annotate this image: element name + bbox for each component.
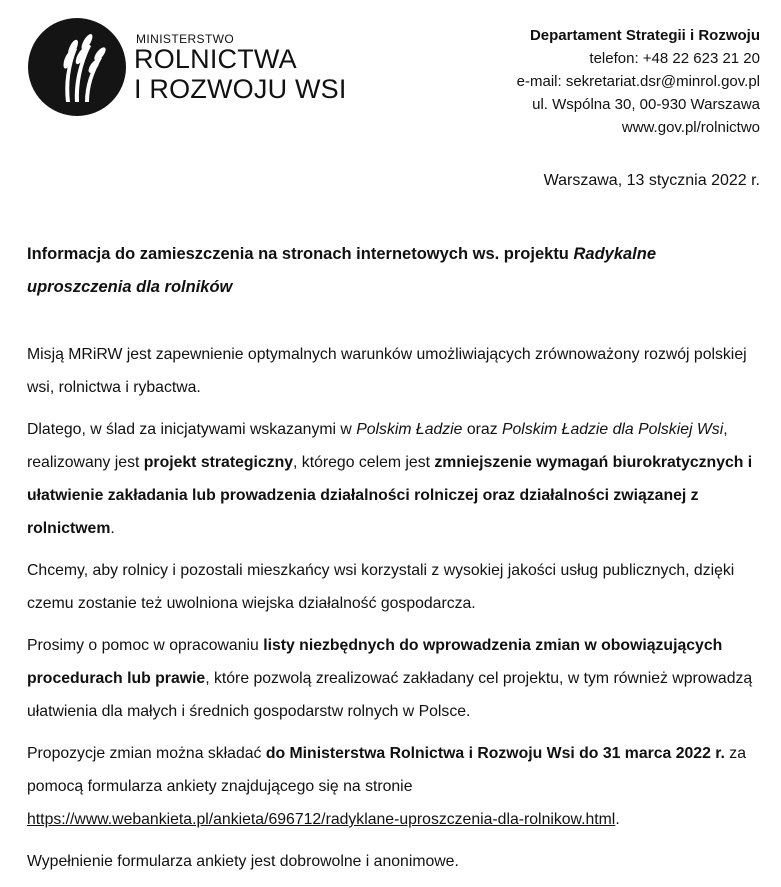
p4-text-a: Prosimy o pomoc w opracowaniu — [27, 637, 264, 654]
p2-text-e: , realizowany jest — [27, 421, 728, 471]
contact-block — [517, 24, 760, 139]
ministry-name — [134, 44, 347, 104]
email-address[interactable]: e-mail: sekretariat.dsr@minrol.gov.pl — [516, 73, 760, 90]
postal-address: ul. Wspólna 30, 00-930 Warszawa — [532, 96, 760, 113]
p5-text-d: . — [615, 811, 620, 828]
ministry-name-line1: ROLNICTWA — [134, 44, 297, 74]
website-link[interactable]: www.gov.pl/rolnictwo — [621, 119, 760, 136]
paragraph-voluntary: Wypełnienie formularza ankiety jest dobrowolne i anonimowe. — [27, 853, 459, 870]
paragraph-services: Chcemy, aby rolnicy i pozostali mieszkańcy wsi korzystali z wysokiej jakości usług publicznych, dzięki czemu zostanie też uwolniona wiejska działalność gospodarcza. — [27, 562, 735, 612]
ministry-label: MINISTERSTWO — [136, 32, 235, 46]
paragraph-submission — [27, 737, 762, 836]
p2-polski-lad: Polskim Ładzie — [356, 421, 463, 438]
phone-number: telefon: +48 22 623 21 20 — [589, 50, 760, 67]
p5-text-a: Propozycje zmian można składać — [27, 745, 266, 762]
p2-text-g: , którego celem jest — [293, 454, 435, 471]
project-name: Radykalne uproszczenia dla rolników — [27, 245, 657, 296]
paragraph-mission: Misją MRiRW jest zapewnienie optymalnych warunków umożliwiających zrównoważony rozwój polskiej wsi, rolnictwa i rybactwa. — [27, 346, 747, 396]
ministry-logo-icon — [28, 18, 126, 116]
p5-text-c: za pomocą formularza ankiety znajdującego się na stronie — [27, 745, 746, 795]
survey-link[interactable]: https://www.webankieta.pl/ankieta/696712/radyklane-uproszczenia-dla-rolnikow.html — [27, 811, 616, 828]
document-date: Warszawa, 13 stycznia 2022 r. — [543, 172, 760, 189]
p4-text-c: , które pozwolą zrealizować zakładany cel projektu, w tym również wprowadzą ułatwienia dla małych i średnich gospodarstw rolnych w Polsce. — [27, 670, 753, 720]
document-body — [27, 338, 762, 887]
paragraph-project — [27, 413, 762, 545]
document-heading — [27, 238, 757, 304]
p2-polski-lad-wsi: Polskim Ładzie dla Polskiej Wsi — [501, 421, 724, 438]
p2-text-i: . — [110, 520, 115, 537]
ministry-name-line2: I ROZWOJU WSI — [134, 74, 347, 104]
paragraph-request — [27, 629, 762, 728]
p2-text-c: oraz — [462, 421, 502, 438]
department-name: Departament Strategii i Rozwoju — [529, 27, 760, 44]
p2-goal: zmniejszenie wymagań biurokratycznych i ułatwienie zakładania lub prowadzenia działalności rolniczej oraz działalności związanej z rolnictwem — [27, 454, 753, 537]
p2-strategic-project: projekt strategiczny — [143, 454, 294, 471]
p2-text-a: Dlatego, w ślad za inicjatywami wskazanymi w — [27, 421, 357, 438]
p5-deadline: do Ministerstwa Rolnictwa i Rozwoju Wsi do 31 marca 2022 r. — [265, 745, 725, 762]
heading-text: Informacja do zamieszczenia na stronach internetowych ws. projektu — [27, 245, 574, 263]
p4-list: listy niezbędnych do wprowadzenia zmian w obowiązujących procedurach lub prawie — [27, 637, 723, 687]
